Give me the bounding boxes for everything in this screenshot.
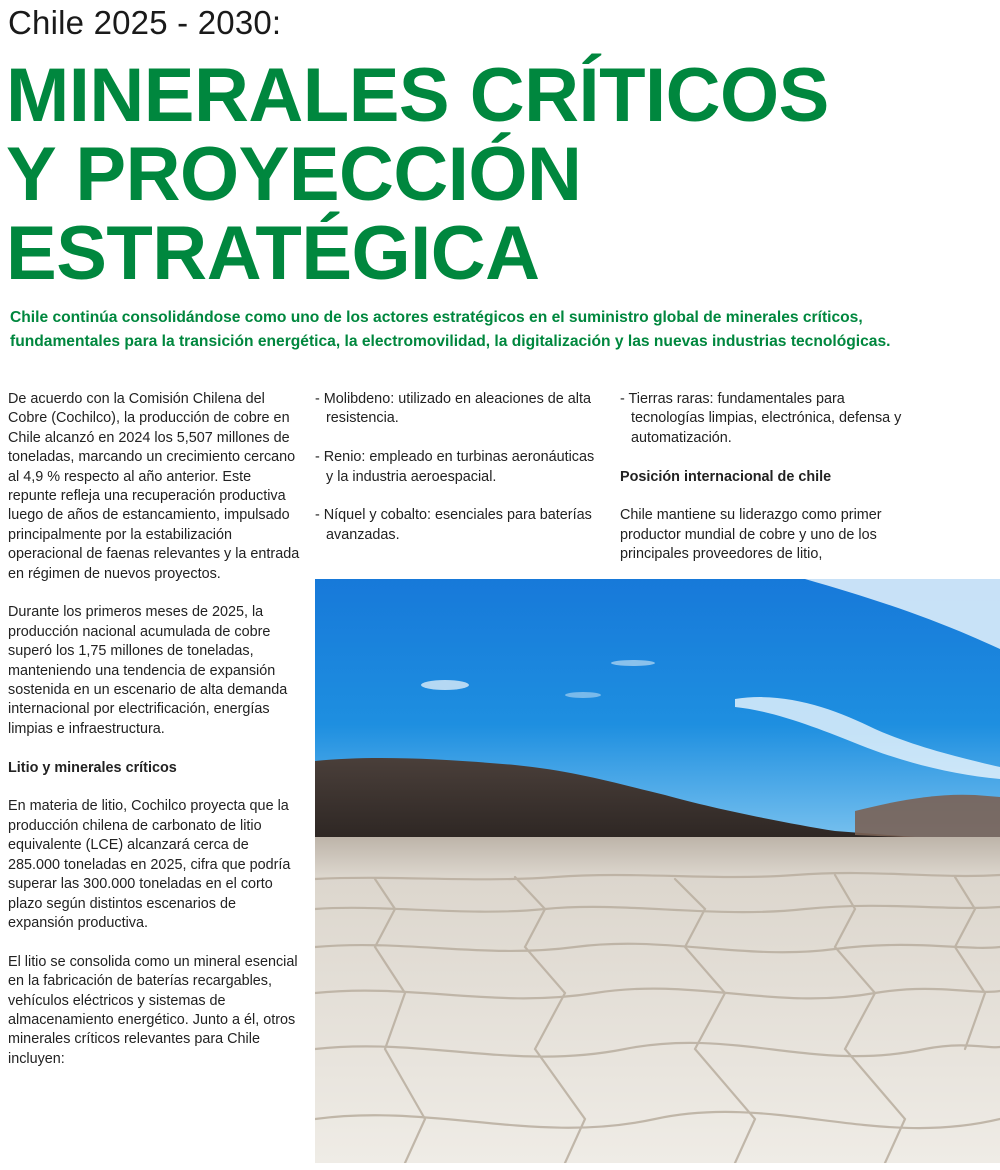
right-column — [620, 390, 910, 584]
cloud — [565, 692, 601, 698]
body-paragraph: En materia de litio, Cochilco proyecta que la producción chilena de carbonato de litio equivalente (LCE) alcanzará cerca de 285.000 toneladas en 2025, cifra que podría superar las 300.000 toneladas en el corto plazo según distintos escenarios de expansión productiva. — [8, 798, 291, 931]
page-headline — [6, 53, 829, 296]
middle-column — [315, 390, 600, 565]
list-item: - Renio: empleado en turbinas aeronáuticas y la industria aeroespacial. — [315, 449, 595, 485]
cloud — [421, 680, 469, 690]
body-paragraph: Durante los primeros meses de 2025, la producción nacional acumulada de cobre superó los 1,75 millones de toneladas, manteniendo una tendencia de expansión sostenida en un escenario de alta demanda internacional por electrificación, energías limpias e infraestructura. — [8, 604, 288, 737]
section-subheading: Posición internacional de chile — [620, 468, 832, 485]
headline-line-2: Y PROYECCIÓN — [6, 132, 582, 217]
lead-paragraph: Chile continúa consolidándose como uno de los actores estratégicos en el suministro global de minerales críticos, fundamentales para la transición energética, la electromovilidad, la digitalización y las nuevas industrias tecnológicas. — [10, 309, 891, 350]
headline-line-1: MINERALES CRÍTICOS — [6, 53, 829, 138]
page-kicker: Chile 2025 - 2030: — [8, 4, 282, 41]
salt-flat-photo — [315, 579, 1000, 1163]
headline-line-3: ESTRATÉGICA — [6, 211, 540, 296]
section-subheading: Litio y minerales críticos — [8, 759, 177, 776]
salt-flat — [315, 837, 1000, 1163]
cloud — [611, 660, 655, 666]
list-item: - Níquel y cobalto: esenciales para baterías avanzadas. — [315, 507, 592, 543]
body-paragraph: El litio se consolida como un mineral esencial en la fabricación de baterías recargables, vehículos eléctricos y sistemas de almacenamiento energético. Junto a él, otros minerales críticos relevantes para Chile incluyen: — [8, 953, 298, 1067]
left-column — [8, 390, 300, 1089]
body-paragraph: De acuerdo con la Comisión Chilena del Cobre (Cochilco), la producción de cobre en Chile alcanzó en 2024 los 5,507 millones de toneladas, marcando un crecimiento cercano al 4,9 % respecto al año anterior. Este repunte refleja una recuperación productiva luego de años de estancamiento, impulsado principalmente por la estabilización operacional de faenas relevantes y la entrada en régimen de nuevos proyectos. — [8, 391, 300, 582]
list-item: - Molibdeno: utilizado en aleaciones de alta resistencia. — [315, 391, 592, 427]
list-item: - Tierras raras: fundamentales para tecnologías limpias, electrónica, defensa y automatización. — [620, 391, 902, 446]
body-paragraph: Chile mantiene su liderazgo como primer productor mundial de cobre y uno de los principales proveedores de litio, — [620, 507, 882, 563]
